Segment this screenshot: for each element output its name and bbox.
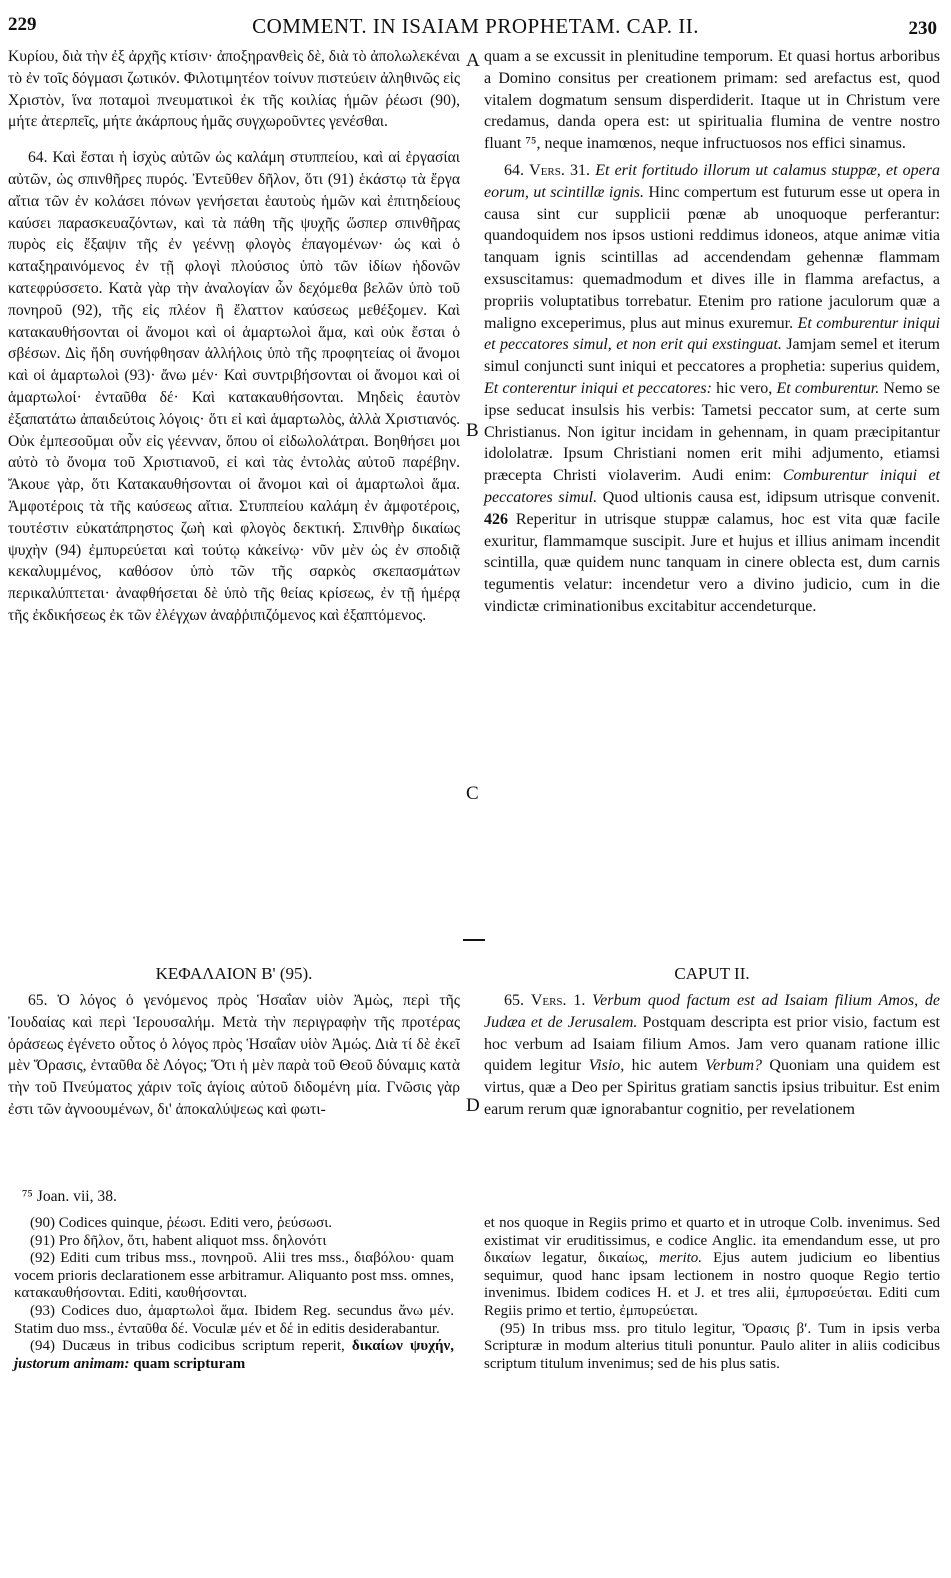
footnote: (91) Pro δῆλον, ὅτι, habent aliquot mss. δηλονότι	[30, 1232, 327, 1249]
footnote: (92) Editi cum tribus mss., πονηροῦ. Alii tres mss., διαβόλου· quam vocem prioris declarationem esse arbitramur. Aliquanto post mss. omnes, κατακαυθήσονται. Editi, καυθήσονται.	[14, 1250, 454, 1302]
greek-paragraph: 64. Καὶ ἔσται ἡ ἰσχὺς αὐτῶν ὡς καλάμη στυππείου, καὶ αἱ ἐργασίαι αὐτῶν, ὡς σπινθῆρες πυρός. Ἐντεῦθεν δῆλον, ὅτι (91) ἑκάστῳ τὰ ἔργα αἴτια τῶν ἐν κολάσει πόνων γενήσεται ἑαυτοὺς ἡμῶν καὶ ἐπιτηδείους καύσει παρασκευαζόντων, καὶ τὰ πάθη τῆς ψυχῆς ὥσπερ σπινθῆρας πυρὸς εἰς ἔξαψιν τῆς ἐν γεέννῃ φλογὸς ἐπαγομένων· ὡς καὶ ὁ καταξηραινόμενος ἐν τῇ φλογὶ πλούσιος ὑπὸ τῶν ἰδίων ἡδονῶν κατεφρύσσετο. Κατὰ γὰρ τὴν ἀναλογίαν ὧν δεχόμεθα βελῶν ὑπὸ τοῦ πονηροῦ (92), τῆς εἰς πλέον ἢ ἔλαττον καύσεως μεθέξομεν. Καὶ κατακαυθήσονται οἱ ἄνομοι καὶ οἱ ἁμαρτωλοὶ ἅμα, καὶ οὐκ ἔσται ὁ σβέσων. Δὶς ἤδη συνήφθησαν ἀλλήλοις ὑπὸ τῆς προφητείας οἱ ἄνομοι καὶ οἱ ἁμαρτωλοὶ (93)· ἄνω μέν· Καὶ συντριβήσονται οἱ ἄνομοι καὶ οἱ ἁμαρτωλοί· ἐνταῦθα δέ· Καὶ κατακαυθήσονται. Μηδεὶς ἑαυτὸν ἐξαπατάτω ἀπαιδεύτοις λόγοις· ὅτι εἰ καὶ ἁμαρτωλὸς, ἀλλὰ Χριστιανός. Οὐκ ἐμπεσοῦμαι οὖν εἰς γέενναν, ὅπου οἱ εἰδωλολάτραι. Βοηθήσει μοι αὐτὸ τὸ ὄνομα τοῦ Χριστιανοῦ, εἰ καὶ τὰς ἐντολὰς αὐτοῦ παρέβην. Ἄκουε γὰρ, ὅτι Κατακαυθήσονται οἱ ἄνομοι καὶ οἱ ἁμαρτωλοὶ ἅμα. Ἀμφοτέροις τὰ τῆς καύσεως αἴτια. Στυππείου καλάμη ἐν ἀμφοτέροις, τουτέστιν εὐκατάπρηστος ζωὴ καὶ φλογὸς δεκτική. Σπινθὴρ δικαίως ψυχὴν (94) ἐμπυρεύεται καὶ τούτῳ κἀκείνῳ· νῦν μὲν ὡς ἐν σποδιᾷ κεκαλυμμένος, καθόσον ὑπὸ τῶν τῆς σαρκὸς σκεπασμάτων περικαλύπτεται· ἀναφθήσεται δὲ ὑπὸ τῆς θείας κρίσεως, ἐν τῇ ἡμέρᾳ τῆς ἐκδικήσεως ἐκ τῶν ἐλέγχων ἀναῤῥιπιζόμενος καὶ ἐξαπτόμενος.	[8, 149, 460, 624]
greek-column-chapter	[8, 990, 460, 1126]
footnotes-right	[484, 1215, 940, 1373]
scripture-reference: ⁷⁵ Joan. vii, 38.	[22, 1188, 117, 1205]
footnotes-left	[14, 1215, 454, 1373]
greek-column-top	[8, 46, 460, 632]
margin-letter-a: A	[466, 50, 480, 71]
latin-column-chapter	[484, 990, 940, 1126]
section-divider	[463, 939, 485, 941]
footnote: et nos quoque in Regiis primo et quarto et in utroque Colb. invenimus. Sed existimat vir eruditissimus, e codice Anglic. ita emendandum esse, ut pro δικαίων legatur, δικαίως, merito. Ejus autem judicium eo libentius sequimur, quod hanc ipsam lectionem in nostro quoque Regio tertio invenimus. Ibidem codices H. et J. et tres alii, ἐμπυρσεύεται. Editi cum Regiis primo et tertio, ἐμπυρεύεται.	[484, 1215, 940, 1319]
page-header	[0, 14, 951, 44]
latin-chapter-heading: CAPUT II.	[674, 964, 750, 983]
margin-letter-c: C	[466, 783, 479, 804]
latin-paragraph: quam a se excussit in plenitudine temporum. Et quasi hortus arboribus a Domino consitus per creationem primam: sed arefactus est, quod vitalem dogmatum sensum disperdiderit. Itaque ut in Christum vere credamus, danda opera est: ut spiritualia flumina de ventre nostro fluant ⁷⁵, neque inamœnos, neque infructuosos nos effici sinamus.	[484, 48, 940, 153]
footnote: (94) Ducæus in tribus codicibus scriptum reperit, δικαίων ψυχήν, justorum animam: quam scripturam	[14, 1338, 455, 1372]
footnote: (93) Codices duo, ἁμαρτωλοὶ ἅμα. Ibidem Reg. secundus ἄνω μέν. Statim duo mss., ἐνταῦθα δέ. Voculæ μέν et δέ in editis desiderabantur.	[14, 1302, 454, 1337]
margin-letter-b: B	[466, 420, 479, 441]
greek-paragraph: 65. Ὁ λόγος ὁ γενόμενος πρὸς Ἡσαΐαν υἱὸν Ἀμὼς, περὶ τῆς Ἰουδαίας καὶ περὶ Ἱερουσαλήμ. Μετὰ τὴν περιγραφὴν τῆς προτέρας ὁράσεως ἐγένετο οὗτος ὁ λόγος πρὸς Ἡσαΐαν υἱὸν Ἀμώς. Διὰ τί δὲ ἐκεῖ μὲν Ὅρασις, ἐνταῦθα δὲ Λόγος; Ὅτι ἡ μὲν παρὰ τοῦ Θεοῦ δύναμις κατὰ τὴν τοῦ Πνεύματος χάριν τοῖς ἁγίοις αὐτοῦ διδομένη μία. Γνῶσις γὰρ ἐστι τῶν ἀγνοουμένων, δι' ἀποκαλύψεως καὶ φωτι-	[8, 992, 460, 1118]
latin-column-top	[484, 46, 940, 623]
margin-letter-d: D	[466, 1095, 480, 1116]
column-number: 426	[484, 510, 508, 528]
page-number-right: 230	[908, 18, 937, 39]
footnote: (90) Codices quinque, ῥέωσι. Editi vero, ῥεύσωσι.	[30, 1215, 333, 1231]
footnote: (95) In tribus mss. pro titulo legitur, Ὅρασις βʹ. Tum in ipsis verba Scripturæ in modum alterius tituli ponuntur. Paulo aliter in aliis codicibus scriptum titulum invenimus; sed de his plus satis.	[484, 1320, 940, 1372]
greek-paragraph: Κυρίου, διὰ τὴν ἐξ ἀρχῆς κτίσιν· ἀποξηρανθεὶς δὲ, διὰ τὸ ἀπολωλεκέναι τὸ ἐν τοῖς δόγμασι ζωτικόν. Φιλοτιμητέον τοίνυν πιστεύειν ἀληθινῶς εἰς Χριστὸν, ἵνα ποταμοὶ πνευματικοὶ ἐκ τῆς κοιλίας ἡμῶν ῥέωσι (90), μήτε ἀτερπεῖς, μήτε ἀκάρπους ἡμᾶς συγχωροῦντες γενέσθαι.	[8, 48, 460, 131]
running-title: COMMENT. IN ISAIAM PROPHETAM. CAP. II.	[252, 14, 699, 38]
page-number-left: 229	[8, 14, 37, 35]
greek-chapter-heading: ΚΕΦΑΛΑΙΟΝ Β' (95).	[155, 964, 313, 983]
latin-paragraph: 64. Vers. 31. Et erit fortitudo illorum ut calamus stuppæ, et opera eorum, ut scintillæ ignis. Hinc compertum est futurum esse ut opera in causa sint cur supplicii pœnæ ab unoquoque perferantur: quandoquidem nos ipsos ustioni reddimus idoneos, atque animæ vitia tanquam ignis scintillas ad accendendam gehennæ flammam exsuscitamus: quemadmodum et dives ille in flamma arefactus, a propriis voluptatibus torrebatur. Etenim pro ratione jaculorum quæ a maligno exceperimus, plus aut minus exuremur. Et comburentur iniqui et peccatores simul, et non erit qui exstinguat. Jamjam semel et iterum simul conjuncti sunt iniqui et peccatores a prophetia: superius quidem, Et conterentur iniqui et peccatores: hic vero, Et comburentur. Nemo se ipse seducat insulsis his verbis: Tametsi peccator sum, at certe sum Christianus. Non igitur incidam in gehennam, in quam præcipitantur idololatræ. Ipsum Christiani nomen erit mihi adjumento, etiamsi præcepta Christi violaverim. Audi enim: Comburentur iniqui et peccatores simul. Quod ultionis causa est, idipsum utrisque convenit. 426 Reperitur in utrisque stuppæ calamus, hoc est vita quæ facile exuritur, flammamque suscipit. Jure et hujus et illius animam incendit scintilla, quæ quidem nunc tanquam in cinere oblecta est, dum carnis tegumentis velatur: incendetur vero a divino judicio, cum in die vindictæ criminationibus excitabitur accendeturque.	[484, 161, 941, 615]
latin-paragraph: 65. Vers. 1. Verbum quod factum est ad Isaiam filium Amos, de Judæa et de Jerusalem. Postquam descripta est prior visio, factum est hoc verbum ad Isaiam filium Amos. Jam vero quanam ratione illic quidem legitur Visio, hic autem Verbum? Quoniam una quidem est virtus, quæ a Deo per Spiritus gratiam sanctis ipsius tribuitur. Est enim earum rerum quæ ignorabantur cognitio, per revelationem	[484, 992, 941, 1118]
